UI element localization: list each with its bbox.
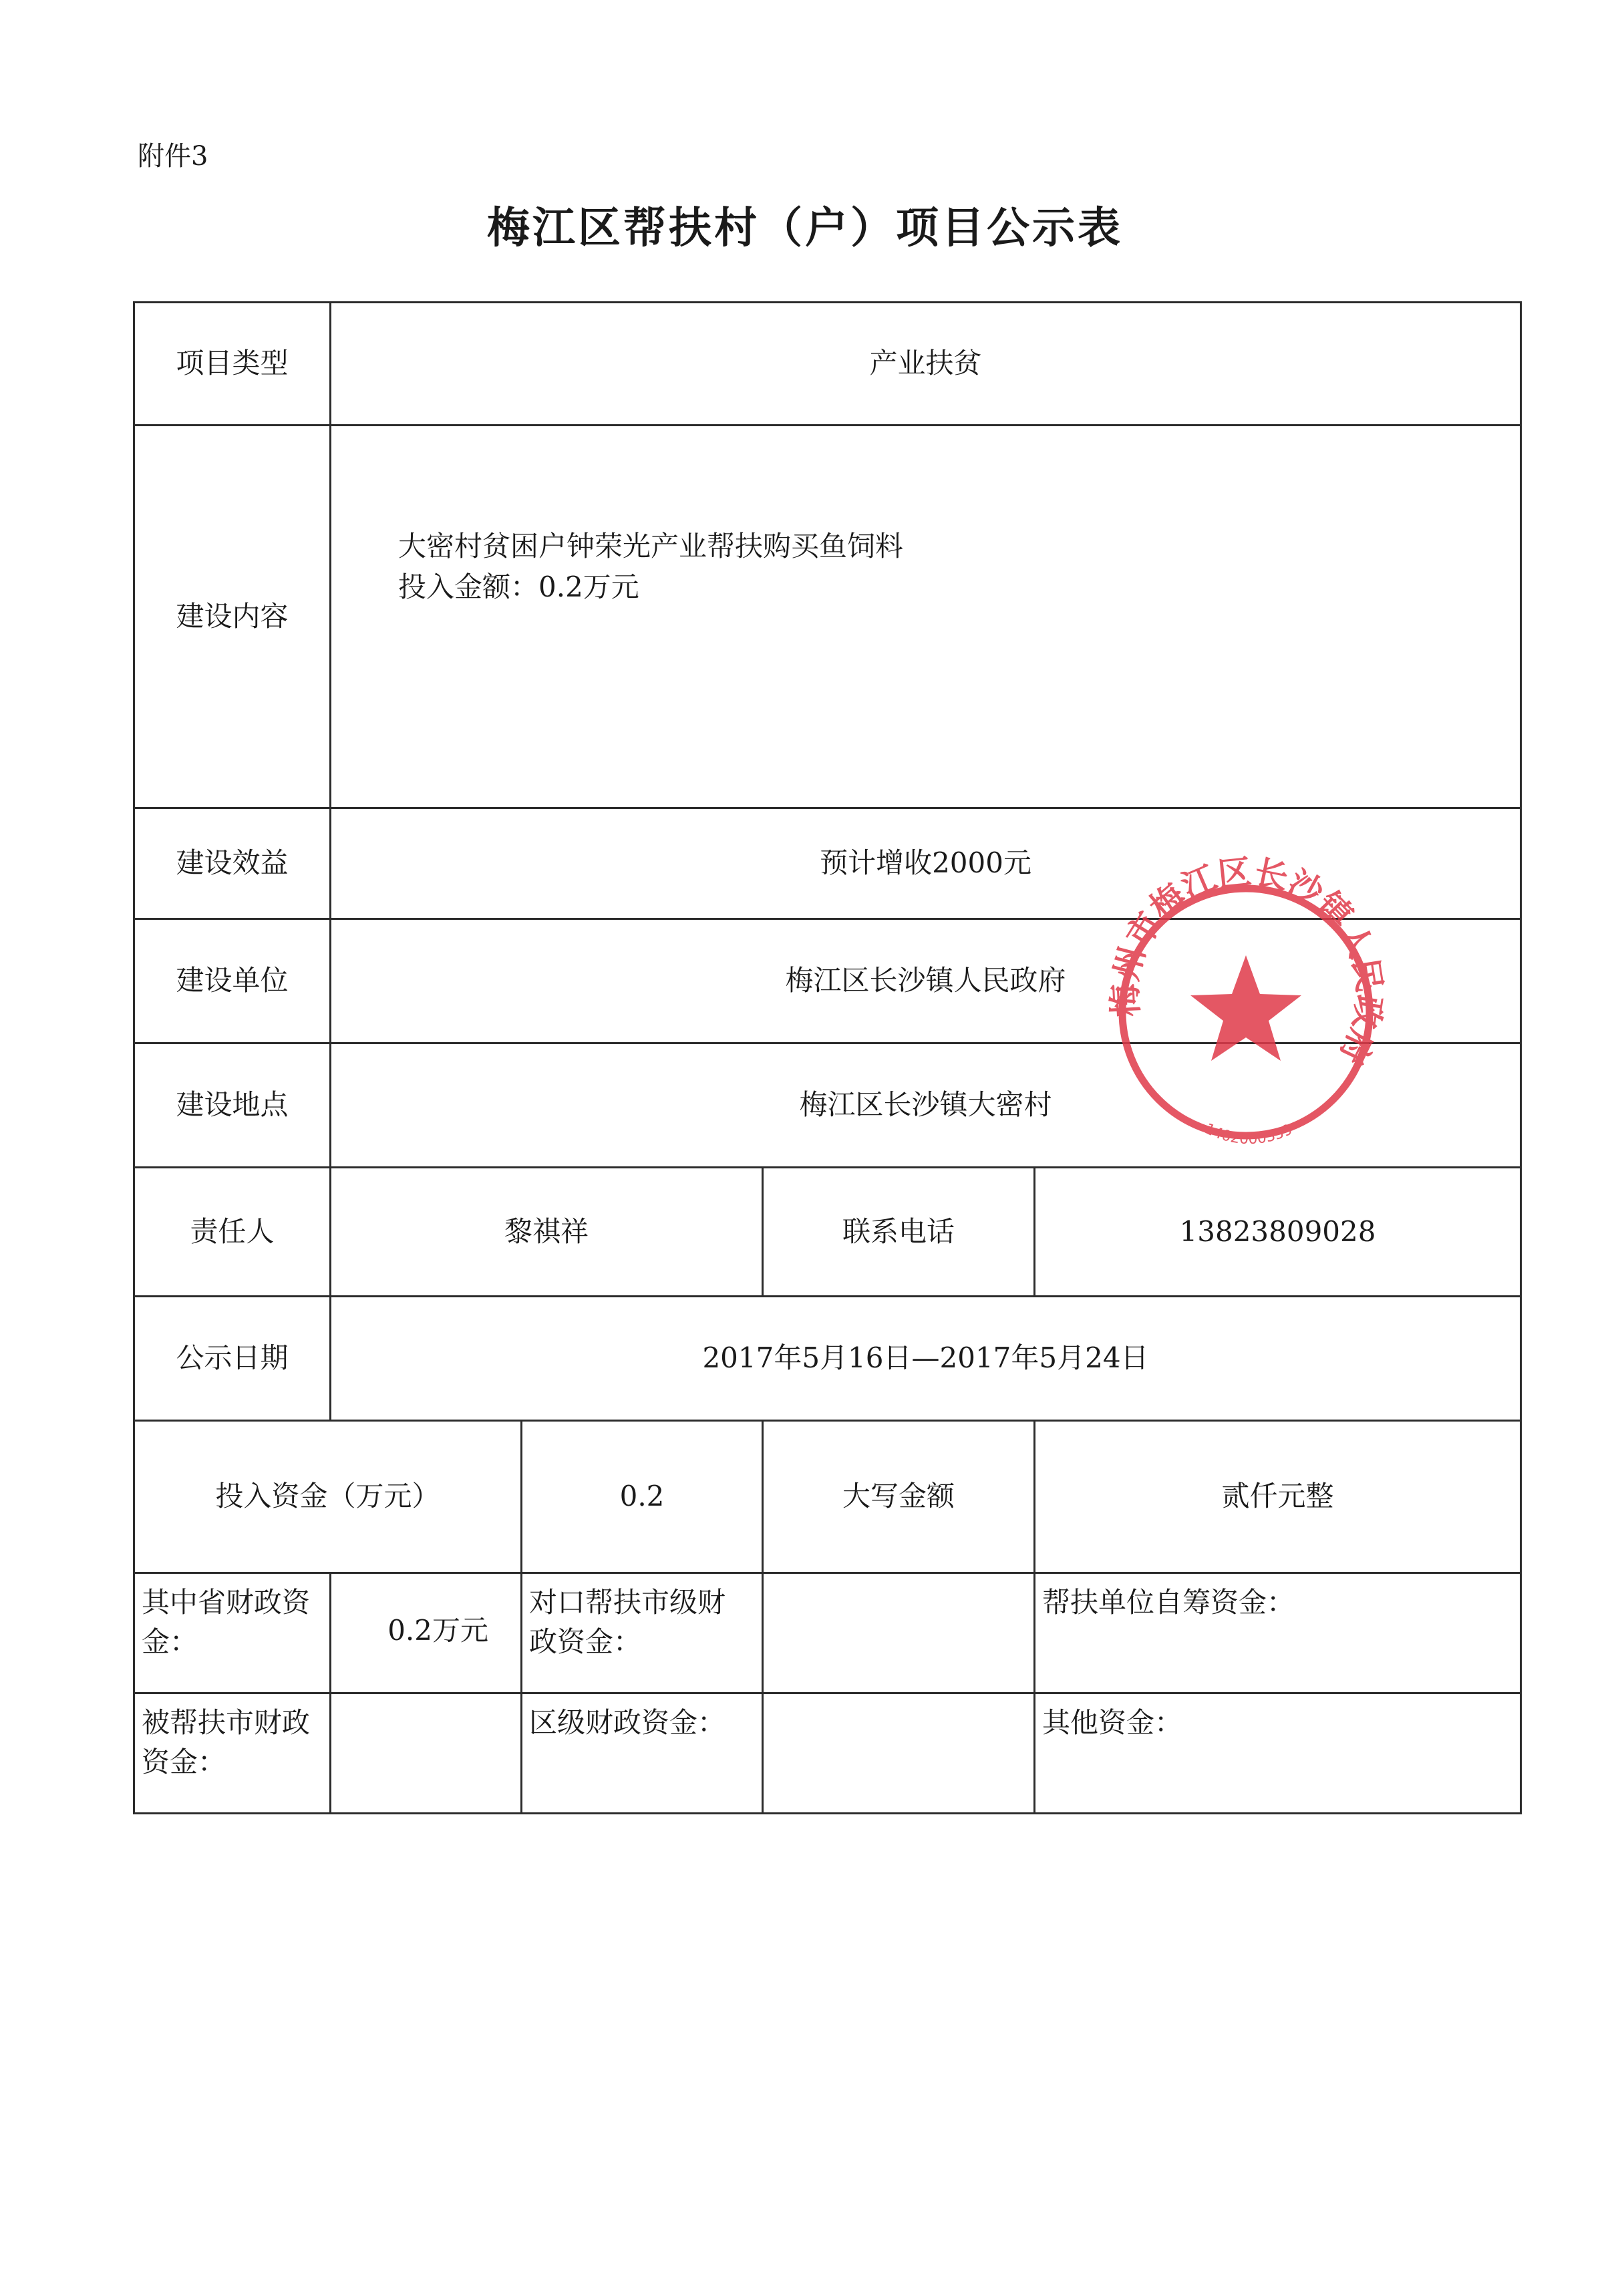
counterpart-funds-value <box>763 1573 1035 1693</box>
investment-label: 投入资金（万元） <box>134 1421 522 1573</box>
row-publicity <box>134 1297 1521 1421</box>
benefit-value: 预计增收2000元 <box>331 808 1521 919</box>
row-unit <box>134 919 1521 1043</box>
row-content <box>134 426 1521 808</box>
page-title: 梅江区帮扶村（户）项目公示表 <box>487 203 1123 253</box>
counterpart-funds-label <box>522 1573 763 1693</box>
assisted-city-funds-label-line2: 资金： <box>142 1745 226 1778</box>
content-line-1: 大密村贫困户钟荣光产业帮扶购买鱼饲料 <box>398 530 904 562</box>
benefit-label: 建设效益 <box>134 808 331 919</box>
project-table <box>133 301 1522 1814</box>
district-funds-value <box>763 1693 1035 1814</box>
investment-amount: 0.2 <box>522 1421 763 1573</box>
counterpart-funds-label-line2: 政资金： <box>529 1625 642 1658</box>
provincial-funds-label <box>134 1573 331 1693</box>
unit-value: 梅江区长沙镇人民政府 <box>331 919 1521 1043</box>
content-line-2: 投入金额：0.2万元 <box>398 570 639 603</box>
row-funds-2 <box>134 1693 1521 1814</box>
assisted-city-funds-label-line1: 被帮扶市财政 <box>142 1706 311 1739</box>
seal-number: 1402000359 <box>1201 1120 1295 1148</box>
responsible-label: 责任人 <box>134 1168 331 1297</box>
provincial-funds-label-line1: 其中省财政资 <box>142 1586 311 1619</box>
phone-value: 13823809028 <box>1035 1168 1521 1297</box>
row-responsible <box>134 1168 1521 1297</box>
other-funds-label: 其他资金： <box>1035 1693 1521 1814</box>
seal-text: 梅州市梅江区长沙镇人民政府 <box>1105 852 1390 1071</box>
row-investment <box>134 1421 1521 1573</box>
content-cell <box>331 426 1521 808</box>
row-funds-1 <box>134 1573 1521 1693</box>
unit-label: 建设单位 <box>134 919 331 1043</box>
location-label: 建设地点 <box>134 1043 331 1168</box>
attachment-label: 附件3 <box>138 141 208 172</box>
district-funds-label: 区级财政资金： <box>522 1693 763 1814</box>
self-raised-funds-label: 帮扶单位自筹资金： <box>1035 1573 1521 1693</box>
assisted-city-funds-value <box>331 1693 522 1814</box>
project-type-value: 产业扶贫 <box>331 303 1521 426</box>
publicity-label: 公示日期 <box>134 1297 331 1421</box>
content-label: 建设内容 <box>134 426 331 808</box>
phone-label: 联系电话 <box>763 1168 1035 1297</box>
publicity-value: 2017年5月16日—2017年5月24日 <box>331 1297 1521 1421</box>
responsible-name: 黎祺祥 <box>331 1168 763 1297</box>
location-value: 梅江区长沙镇大密村 <box>331 1043 1521 1168</box>
capital-amount-label: 大写金额 <box>763 1421 1035 1573</box>
provincial-funds-value: 0.2万元 <box>331 1573 522 1693</box>
counterpart-funds-label-line1: 对口帮扶市级财 <box>529 1586 726 1619</box>
capital-amount-value: 贰仟元整 <box>1035 1421 1521 1573</box>
project-type-label: 项目类型 <box>134 303 331 426</box>
assisted-city-funds-label <box>134 1693 331 1814</box>
row-location <box>134 1043 1521 1168</box>
row-benefit <box>134 808 1521 919</box>
row-project-type <box>134 303 1521 426</box>
provincial-funds-label-line2: 金： <box>142 1625 198 1658</box>
